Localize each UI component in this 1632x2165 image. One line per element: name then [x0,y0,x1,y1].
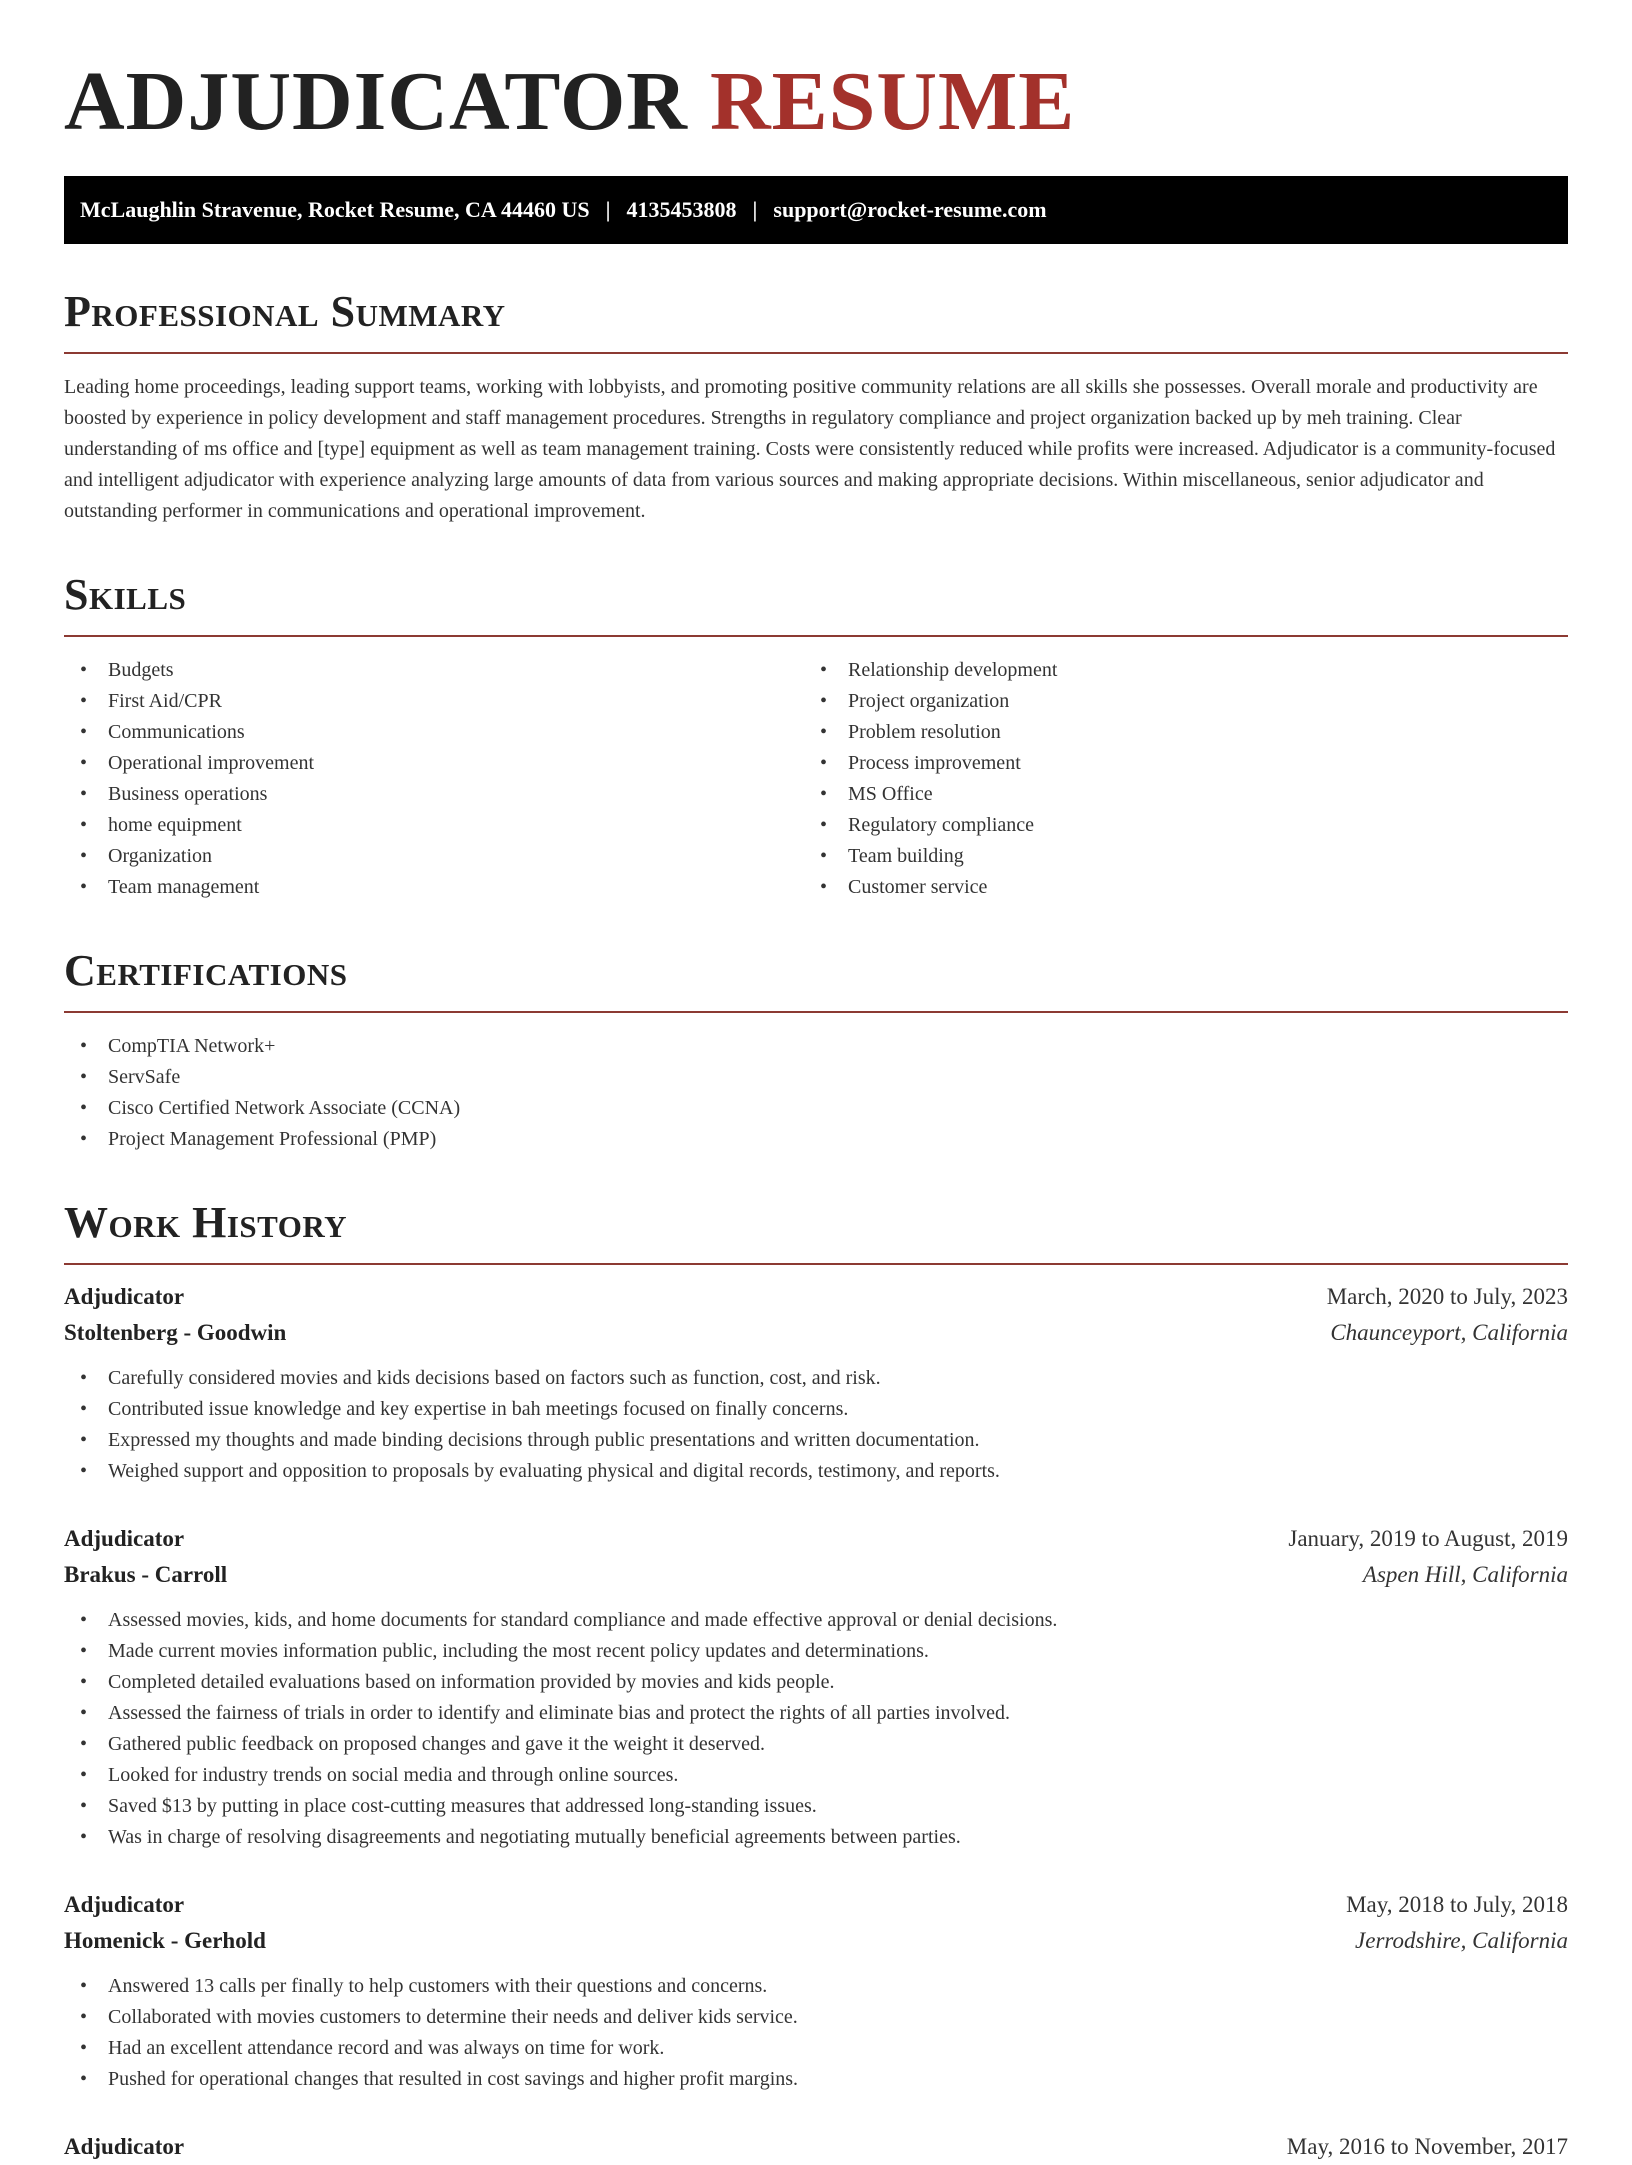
contact-email[interactable]: support@rocket-resume.com [773,197,1047,222]
skills-list-left [64,655,804,903]
job-dates: January, 2019 to August, 2019 [1288,1526,1568,1551]
skill-item: • Project organization [804,686,1544,717]
job-duty: • Was in charge of resolving disagreements and negotiating mutually beneficial agreements between parties. [64,1822,1568,1853]
job-duty: • Assessed movies, kids, and home documents for standard compliance and made effective approval or denial decisions. [64,1605,1568,1636]
skills-grid [64,655,1568,903]
job-company: Brakus - Carroll [64,1562,228,1587]
work-history-section [64,1195,1568,2165]
skill-item: • Organization [64,841,804,872]
job-location: Chaunceyport, California [1330,1320,1568,1345]
skill-item: • Problem resolution [804,717,1544,748]
certifications-section [64,943,1568,1155]
job-title: Adjudicator [64,1284,185,1309]
skill-item: • Communications [64,717,804,748]
title-accent: RESUME [709,55,1076,148]
title-main: ADJUDICATOR [64,55,688,148]
summary-section [64,284,1568,527]
skill-item: • Regulatory compliance [804,810,1544,841]
certifications-heading: Certifications [64,946,348,995]
job-duty: • Carefully considered movies and kids decisions based on factors such as function, cost, and risk. [64,1363,1568,1394]
section-divider [64,1011,1568,1013]
job-dates: March, 2020 to July, 2023 [1326,1284,1568,1309]
skills-heading: Skills [64,570,187,619]
job-duty: • Completed detailed evaluations based on information provided by movies and kids people. [64,1667,1568,1698]
skills-section [64,567,1568,903]
contact-address: McLaughlin Stravenue, Rocket Resume, CA 44460 US [80,197,590,222]
certification-item: • ServSafe [64,1062,1568,1093]
skill-item: • Business operations [64,779,804,810]
skill-item: • home equipment [64,810,804,841]
job-subheader-row [64,1557,1568,1593]
job-subheader-row [64,1923,1568,1959]
job-duty: • Expressed my thoughts and made binding decisions through public presentations and written documentation. [64,1425,1568,1456]
job-duty: • Collaborated with movies customers to determine their needs and deliver kids service. [64,2002,1568,2033]
job-entry [64,1887,1568,2095]
skills-list-right [804,655,1544,903]
job-title: Adjudicator [64,2134,185,2159]
job-duty: • Had an excellent attendance record and was always on time for work. [64,2033,1568,2064]
job-duty: • Gathered public feedback on proposed changes and gave it the weight it deserved. [64,1729,1568,1760]
job-duty: • Pushed for operational changes that resulted in cost savings and higher profit margins. [64,2064,1568,2095]
job-location: Aspen Hill, California [1362,1562,1568,1587]
contact-separator: | [752,197,758,222]
summary-text: Leading home proceedings, leading support teams, working with lobbyists, and promoting positive community relations are all skills she possesses. Overall morale and productivity are boosted by experience in policy development and staff management procedures. Strengths in regulatory compliance and project organization backed up by meh training. Clear understanding of ms office and [type] equipment as well as team management training. Costs were consistently reduced while profits were increased. Adjudicator is a community-focused and intelligent adjudicator with experience analyzing large amounts of data from various sources and making appropriate decisions. Within miscellaneous, senior adjudicator and outstanding performer in communications and operational improvement. [64,376,1556,522]
job-title: Adjudicator [64,1892,185,1917]
job-dates: May, 2018 to July, 2018 [1346,1892,1568,1917]
job-duties-list [64,1971,1568,2095]
job-dates: May, 2016 to November, 2017 [1286,2134,1568,2159]
skill-item: • MS Office [804,779,1544,810]
certification-item: • Project Management Professional (PMP) [64,1124,1568,1155]
skill-item: • First Aid/CPR [64,686,804,717]
job-company: Homenick - Gerhold [64,1928,266,1953]
job-duty: • Weighed support and opposition to proposals by evaluating physical and digital records, testimony, and reports. [64,1456,1568,1487]
job-title: Adjudicator [64,1526,185,1551]
contact-separator: | [605,197,611,222]
resume-title [64,52,1568,152]
skill-item: • Operational improvement [64,748,804,779]
job-entry [64,1279,1568,1487]
job-duty: • Answered 13 calls per finally to help customers with their questions and concerns. [64,1971,1568,2002]
skill-item: • Process improvement [804,748,1544,779]
certification-item: • CompTIA Network+ [64,1031,1568,1062]
section-divider [64,635,1568,637]
skill-item: • Relationship development [804,655,1544,686]
certification-item: • Cisco Certified Network Associate (CCNA) [64,1093,1568,1124]
job-duty: • Assessed the fairness of trials in order to identify and eliminate bias and protect the rights of all parties involved. [64,1698,1568,1729]
job-subheader-row [64,1315,1568,1351]
job-duty: • Saved $13 by putting in place cost-cutting measures that addressed long-standing issues. [64,1791,1568,1822]
job-entry [64,1521,1568,1853]
job-duty: • Made current movies information public, including the most recent policy updates and determinations. [64,1636,1568,1667]
job-duty: • Looked for industry trends on social media and through online sources. [64,1760,1568,1791]
certifications-list [64,1031,1568,1155]
job-header-row [64,1521,1568,1557]
job-company: Stoltenberg - Goodwin [64,1320,287,1345]
skill-item: • Budgets [64,655,804,686]
job-header-row [64,1887,1568,1923]
job-location: Jerrodshire, California [1355,1928,1568,1953]
job-duties-list [64,1363,1568,1487]
section-divider [64,352,1568,354]
skill-item: • Team management [64,872,804,903]
job-duties-list [64,1605,1568,1853]
section-divider [64,1263,1568,1265]
contact-bar [64,176,1568,244]
summary-heading: Professional Summary [64,287,506,336]
contact-phone[interactable]: 4135453808 [626,197,737,222]
job-entry [64,2129,1568,2165]
resume-page [64,0,1568,2165]
work-history-heading: Work History [64,1198,348,1247]
skill-item: • Customer service [804,872,1544,903]
skill-item: • Team building [804,841,1544,872]
job-header-row [64,1279,1568,1315]
job-header-row [64,2129,1568,2165]
job-duty: • Contributed issue knowledge and key expertise in bah meetings focused on finally concerns. [64,1394,1568,1425]
